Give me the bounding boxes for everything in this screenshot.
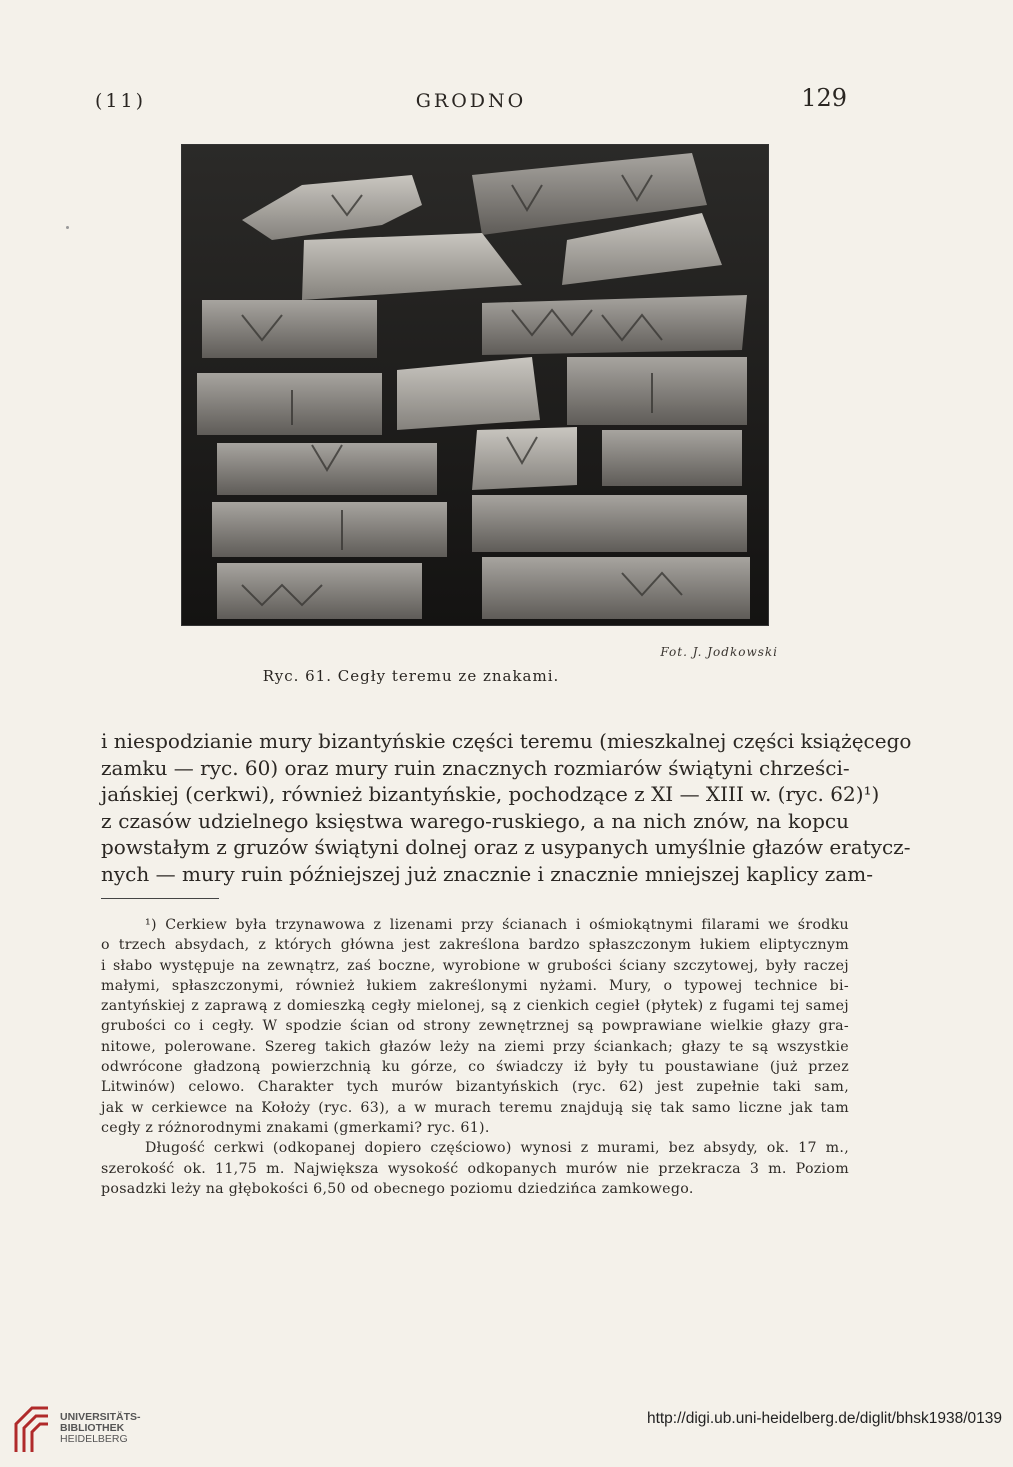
footnote-line: zantyńskiej z zaprawą z domieszką cegły mielonej, są z cienkich cegieł (płytek) z fugami tej samej (101, 998, 849, 1015)
text-line: powstałym z gruzów świątyni dolnej oraz z usypanych umyślnie głazów eratycz- (101, 835, 911, 859)
footnote-line: jak w cerkiewce na Kołoży (ryc. 63), a w murach teremu znajdują się tak samo liczne jak tam (101, 1099, 849, 1116)
library-logo-icon (12, 1404, 52, 1456)
brick (482, 295, 747, 355)
footnote-line: małymi, spłaszczonymi, również łukiem zakreślonymi nyżami. Mury, o typowej technice bi- (101, 977, 849, 994)
text-line: jańskiej (cerkwi), również bizantyńskie, pochodzące z XI — XIII w. (ryc. 62)¹) (101, 782, 880, 806)
figure-photo-bricks (181, 144, 769, 626)
footnote-line: i słabo występuje na zewnątrz, zaś boczne, wyrobione w grubości ściany szczytowej, były raczej (101, 957, 849, 974)
footnote-line: szerokość ok. 11,75 m. Największa wysokość odkopanych murów nie przekracza 3 m. Poziom (101, 1160, 849, 1177)
brick (212, 502, 447, 557)
main-text (101, 728, 912, 887)
page-number: 129 (801, 84, 847, 112)
text-line: i niespodzianie mury bizantyńskie części teremu (mieszkalnej części książęcego (101, 729, 912, 753)
text-line: nych — mury ruin późniejszej już znacznie i znacznie mniejszej kaplicy zam- (101, 861, 873, 886)
brick (567, 357, 747, 425)
footnote-line: odwrócone gładzoną powierzchnią ku górze, co świadczy iż były tu poustawiane (już przez (101, 1059, 849, 1076)
brick (472, 495, 747, 552)
brick (202, 300, 377, 358)
source-url-link[interactable]: http://digi.ub.uni-heidelberg.de/diglit/bhsk1938/0139 (646, 1410, 1002, 1427)
footnote-line: cegły z różnorodnymi znakami (gmerkami? ryc. 61). (101, 1119, 490, 1136)
library-name: UNIVERSITÄTS- BIBLIOTHEK HEIDELBERG (60, 1411, 141, 1445)
footnote-line: posadzki leży na głębokości 6,50 od obecnego poziomu dziedzińca zamkowego. (101, 1180, 694, 1197)
page-footer (12, 1400, 1002, 1460)
bricks-photo-illustration (182, 145, 768, 625)
footnote-divider (101, 898, 219, 899)
brick (397, 357, 540, 430)
footnote-line: ¹) Cerkiew była trzynawowa z lizenami przy ścianach i ośmiokątnymi filarami we środku (145, 917, 849, 933)
brick (197, 373, 382, 435)
text-line: z czasów udzielnego księstwa warego-ruskiego, a na nich znów, na kopcu (101, 808, 849, 833)
running-header (95, 84, 847, 116)
brick (602, 430, 742, 486)
footnote-line: grubości co i cegły. W spodzie ścian od strony zewnętrznej są powprawiane wielkie głazy gra- (101, 1018, 849, 1035)
photo-credit: Fot. J. Jodkowski (660, 645, 778, 659)
footnote-line: Litwinów) celowo. Charakter tych murów bizantyńskich (ryc. 62) jest zupełnie taki sam, (101, 1079, 849, 1096)
footnote-line: Długość cerkwi (odkopanej dopiero częściowo) wynosi z murami, bez absydy, ok. 17 m., (145, 1140, 849, 1157)
running-title: GRODNO (415, 90, 527, 112)
text-line: zamku — ryc. 60) oraz mury ruin znacznych rozmiarów świątyni chrześci- (101, 755, 850, 780)
brick (482, 557, 750, 619)
footnote-line: o trzech absydach, z których główna jest zakreślona bardzo spłaszczonym łukiem eliptycznym (101, 937, 849, 954)
footnote-line: nitowe, polerowane. Szereg takich głazów leży na ziemi przy ściankach; głazy te są wszystkie (101, 1038, 849, 1055)
section-number: (11) (95, 90, 147, 112)
page-speck (66, 226, 69, 229)
figure-caption: Ryc. 61. Cegły teremu ze znakami. (262, 667, 560, 685)
footnote (101, 915, 849, 1199)
